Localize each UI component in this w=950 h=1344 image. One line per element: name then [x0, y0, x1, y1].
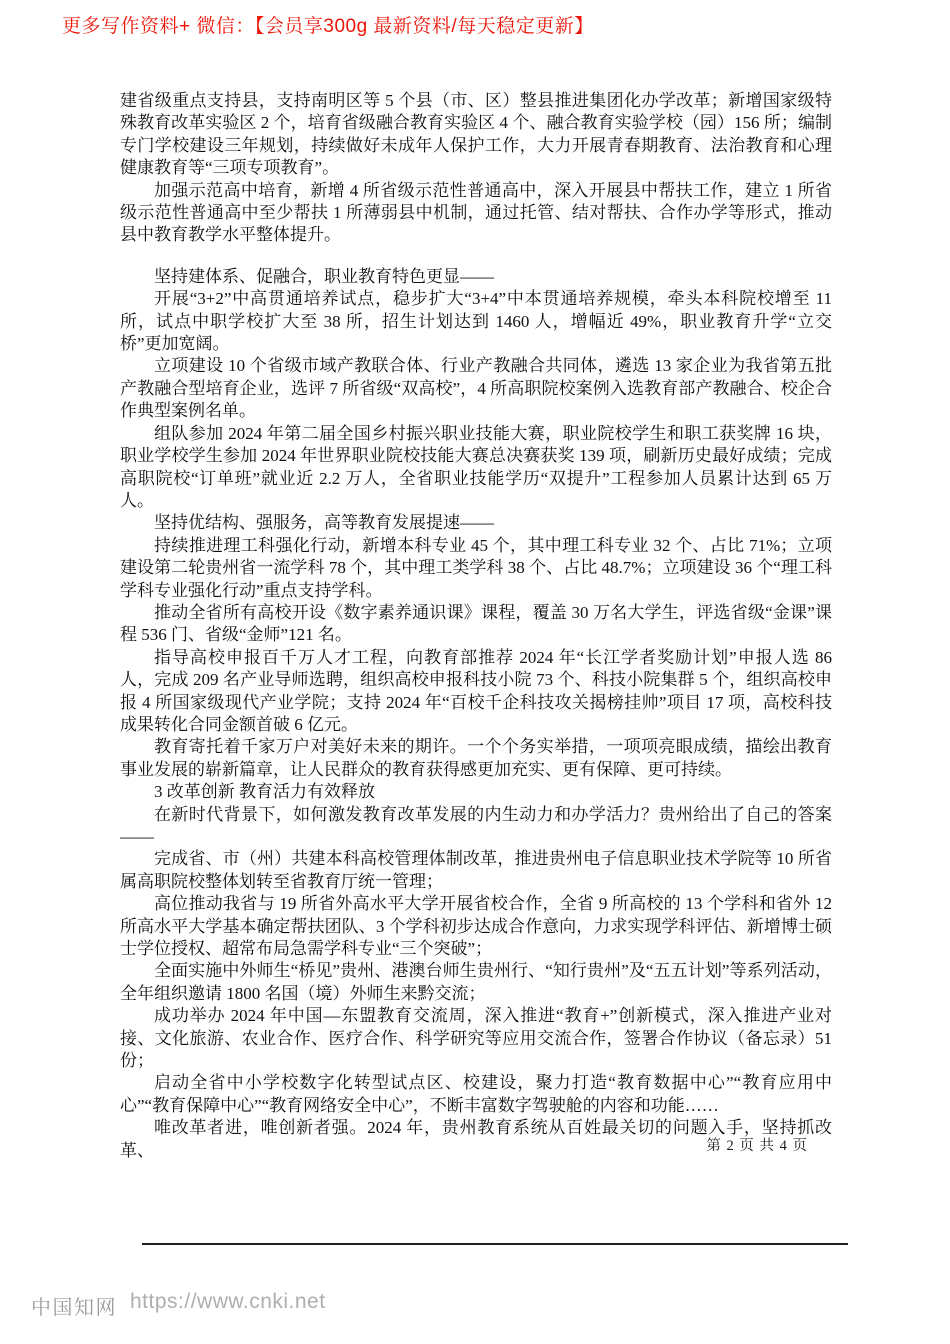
paragraph: 在新时代背景下，如何激发教育改革发展的内生动力和办学活力？贵州给出了自己的答案——	[120, 804, 832, 846]
paragraph: 教育寄托着千家万户对美好未来的期许。一个个务实举措，一项项亮眼成绩，描绘出教育事业发展的崭新篇章，让人民群众的教育获得感更加充实、更有保障、更可持续。	[120, 737, 832, 779]
promo-watermark-text: 更多写作资料+ 微信：【会员享300g 最新资料/每天稳定更新】	[62, 16, 594, 37]
cnki-brand-label: 中国知网	[31, 1297, 117, 1319]
page-indicator: 第 2 页 共 4 页	[706, 1138, 808, 1154]
paragraph: 加强示范高中培育，新增 4 所省级示范性普通高中，深入开展县中帮扶工作，建立 1 所省级示范性普通高中至少帮扶 1 所薄弱县中机制，通过托管、结对帮扶、合作办学等形式，推动县中教育教学水平整体提升。	[120, 180, 832, 245]
paragraph: 开展“3+2”中高贯通培养试点，稳步扩大“3+4”中本贯通培养规模，牵头本科院校增至 11 所，试点中职学校扩大至 38 所，招生计划达到 1460 人，增幅近 49%，职业教育升学“立交桥”更加宽阔。	[120, 289, 832, 354]
paragraph: 完成省、市（州）共建本科高校管理体制改革，推进贵州电子信息职业技术学院等 10 所省属高职院校整体划转至省教育厅统一管理；	[120, 849, 832, 891]
paragraph: 启动全省中小学校数字化转型试点区、校建设，聚力打造“教育数据中心”“教育应用中心”“教育保障中心”“教育网络安全中心”，不断丰富数字驾驶舱的内容和功能……	[120, 1073, 832, 1115]
paragraph: 成功举办 2024 年中国—东盟教育交流周，深入推进“教育+”创新模式，深入推进产业对接、文化旅游、农业合作、医疗合作、科学研究等应用交流合作，签署合作协议（备忘录）51 份；	[120, 1006, 832, 1071]
paragraph: 立项建设 10 个省级市域产教联合体、行业产教融合共同体，遴选 13 家企业为我省第五批产教融合型培育企业，选评 7 所省级“双高校”，4 所高职院校案例入选教育部产教融合、校企合作典型案例名单。	[120, 356, 832, 421]
paragraph: 全面实施中外师生“桥见”贵州、港澳台师生贵州行、“知行贵州”及“五五计划”等系列活动，全年组织邀请 1800 名国（境）外师生来黔交流；	[120, 961, 832, 1003]
paragraph: 3 改革创新 教育活力有效释放	[154, 782, 375, 802]
paragraph: 坚持建体系、促融合，职业教育特色更显——	[154, 266, 494, 286]
paragraph: 组队参加 2024 年第二届全国乡村振兴职业技能大赛，职业院校学生和职工获奖牌 16 块，职业学校学生参加 2024 年世界职业院校技能大赛总决赛获奖 139 项，刷新历史最好成绩；完成高职院校“订单班”就业近 2.2 万人，全省职业技能学历“双提升”工程参加人员累计达到 65 万人。	[120, 423, 832, 510]
footer-divider-line	[142, 1243, 848, 1245]
paragraph: 建省级重点支持县，支持南明区等 5 个县（市、区）整县推进集团化办学改革；新增国家级特殊教育改革实验区 2 个，培育省级融合教育实验区 4 个、融合教育实验学校（园）156 所；编制专门学校建设三年规划，持续做好未成年人保护工作，大力开展青春期教育、法治教育和心理健康教育等“三项专项教育”。	[120, 91, 832, 178]
paragraph: 唯改革者进，唯创新者强。2024 年，贵州教育系统从百姓最关切的问题入手，坚持抓改革、	[120, 1118, 832, 1160]
paragraph: 推动全省所有高校开设《数字素养通识课》课程，覆盖 30 万名大学生，评选省级“金课”课程 536 门、省级“金师”121 名。	[120, 602, 832, 645]
paragraph: 指导高校申报百千万人才工程，向教育部推荐 2024 年“长江学者奖励计划”申报人选 86 人，完成 209 名产业导师选聘，组织高校申报科技小院 73 个、科技小院集群 5 个，组织高校申报 4 所国家级现代产业学院；支持 2024 年“百校千企科技攻关揭榜挂帅”项目 17 项，高校科技成果转化合同金额首破 6 亿元。	[120, 647, 832, 734]
document-body	[120, 90, 832, 1162]
paragraph: 高位推动我省与 19 所省外高水平大学开展省校合作，全省 9 所高校的 13 个学科和省外 12 所高水平大学基本确定帮扶团队、3 个学科初步达成合作意向，力求实现学科评估、新增博士硕士学位授权、超常布局急需学科专业“三个突破”；	[120, 894, 832, 959]
cnki-url-text: https://www.cnki.net	[130, 1290, 326, 1313]
paragraph: 坚持优结构、强服务，高等教育发展提速——	[154, 513, 494, 533]
paragraph: 持续推进理工科强化行动，新增本科专业 45 个，其中理工科专业 32 个、占比 71%；立项建设第二轮贵州省一流学科 78 个，其中理工类学科 38 个、占比 48.7%；立项建设 36 个“理工科学科专业强化行动”重点支持学科。	[120, 535, 832, 600]
